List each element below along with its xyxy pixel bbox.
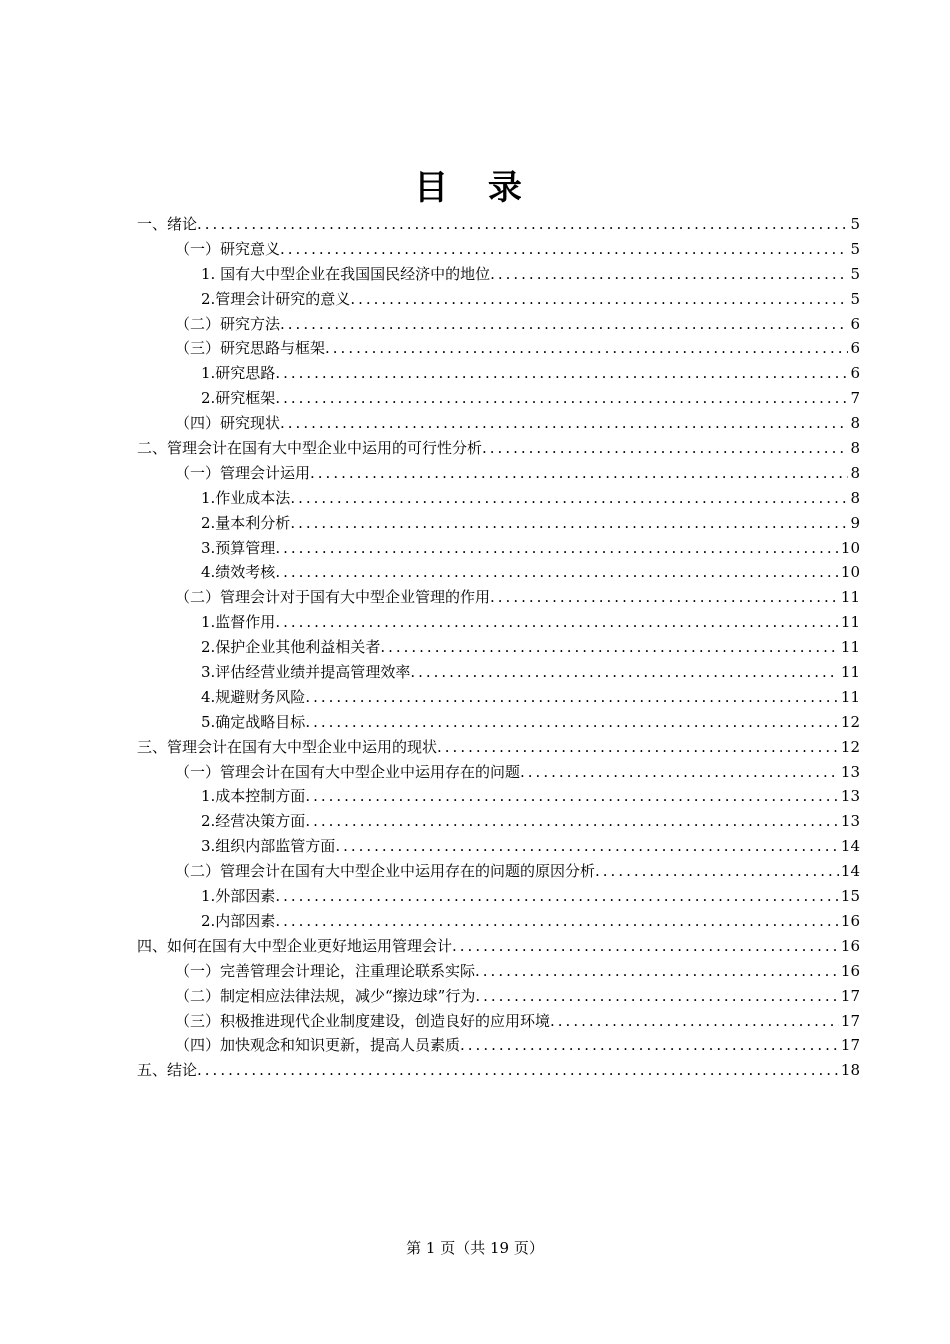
toc-leader-dots (595, 859, 839, 884)
toc-entry[interactable] (137, 560, 860, 585)
toc-entry-title: 3.组织内部监管方面 (201, 837, 336, 856)
toc-entry-title: （三）积极推进现代企业制度建设，创造良好的应用环境 (175, 1011, 551, 1030)
toc-entry-title: 五、结论 (137, 1061, 198, 1080)
toc-entry-page-number: 5 (850, 264, 860, 283)
toc-entry-page-number: 14 (840, 862, 860, 881)
toc-entry-title: 2.经营决策方面 (201, 812, 306, 831)
toc-entry-title: 2.量本利分析 (201, 513, 291, 532)
toc-entry-page-number: 15 (840, 887, 860, 906)
toc-entry-page-number: 18 (840, 1061, 860, 1080)
toc-entry-page-number: 17 (840, 1036, 860, 1055)
toc-entry-page-number: 5 (850, 239, 860, 258)
toc-entry[interactable] (137, 934, 860, 959)
toc-entry[interactable] (137, 411, 860, 436)
toc-entry-page-number: 16 (840, 961, 860, 980)
toc-entry[interactable] (137, 710, 860, 735)
toc-leader-dots (380, 635, 839, 660)
toc-entry-title: 四、如何在国有大中型企业更好地运用管理会计 (137, 936, 453, 955)
toc-leader-dots (275, 560, 839, 585)
toc-leader-dots (335, 834, 839, 859)
toc-entry[interactable] (137, 984, 860, 1009)
toc-entry-page-number: 8 (850, 488, 860, 507)
toc-leader-dots (325, 336, 848, 361)
toc-entry[interactable] (137, 834, 860, 859)
toc-leader-dots (350, 287, 848, 312)
toc-entry[interactable] (137, 1058, 860, 1083)
toc-entry-title: 1.成本控制方面 (201, 787, 306, 806)
toc-leader-dots (305, 809, 839, 834)
toc-entry-title: （一）完善管理会计理论，注重理论联系实际 (175, 961, 476, 980)
toc-entry[interactable] (137, 859, 860, 884)
toc-entry[interactable] (137, 212, 860, 237)
toc-leader-dots (290, 486, 848, 511)
toc-leader-dots (482, 436, 848, 461)
toc-leader-dots (550, 1009, 839, 1034)
toc-entry-title: 二、管理会计在国有大中型企业中运用的可行性分析 (137, 439, 483, 458)
toc-leader-dots (490, 262, 848, 287)
toc-entry-page-number: 9 (850, 513, 860, 532)
toc-entry[interactable] (137, 784, 860, 809)
toc-leader-dots (197, 212, 848, 237)
page-footer: 第 1 页（共 19 页） (406, 1239, 544, 1257)
toc-entry-page-number: 16 (840, 936, 860, 955)
toc-entry-title: （三）研究思路与框架 (175, 339, 326, 358)
toc-entry-title: 5.确定战略目标 (201, 712, 306, 731)
toc-entry-page-number: 5 (850, 215, 860, 233)
toc-entry-page-number: 11 (840, 687, 860, 706)
toc-entry[interactable] (137, 635, 860, 660)
toc-entry-page-number: 6 (850, 364, 860, 383)
toc-entry[interactable] (137, 287, 860, 312)
toc-entry-title: 3.预算管理 (201, 538, 276, 557)
toc-entry[interactable] (137, 735, 860, 760)
toc-leader-dots (280, 312, 848, 337)
toc-leader-dots (275, 884, 839, 909)
toc-leader-dots (490, 585, 839, 610)
toc-entry-page-number: 13 (840, 787, 860, 806)
toc-entry[interactable] (137, 237, 860, 262)
toc-entry-page-number: 17 (840, 986, 860, 1005)
toc-entry-page-number: 5 (850, 289, 860, 308)
toc-entry[interactable] (137, 809, 860, 834)
toc-entry-title: 2.内部因素 (201, 911, 276, 930)
toc-entry-page-number: 10 (840, 538, 860, 557)
toc-leader-dots (280, 237, 848, 262)
toc-leader-dots (305, 784, 839, 809)
toc-entry-page-number: 8 (850, 463, 860, 482)
toc-entry-page-number: 8 (850, 439, 860, 458)
toc-entry-title: （二）制定相应法律法规，减少“擦边球”行为 (175, 986, 476, 1005)
toc-leader-dots (290, 511, 848, 536)
toc-entry-page-number: 13 (840, 762, 860, 781)
toc-entry-title: 三、管理会计在国有大中型企业中运用的现状 (137, 737, 438, 756)
toc-entry-title: （二）管理会计在国有大中型企业中运用存在的问题的原因分析 (175, 862, 596, 881)
toc-entry[interactable] (137, 660, 860, 685)
toc-leader-dots (410, 660, 839, 685)
toc-leader-dots (475, 959, 839, 984)
toc-leader-dots (275, 909, 839, 934)
toc-entry-title: （一）管理会计运用 (175, 463, 311, 482)
toc-entry-title: 3.评估经营业绩并提高管理效率 (201, 663, 411, 682)
toc-entry[interactable] (137, 361, 860, 386)
toc-entry[interactable] (137, 909, 860, 934)
toc-entry[interactable] (137, 511, 860, 536)
toc-leader-dots (275, 610, 839, 635)
toc-entry-title: 一、绪论 (137, 215, 198, 233)
toc-entry[interactable] (137, 884, 860, 909)
toc-entry-page-number: 12 (840, 737, 860, 756)
toc-entry-title: 1.研究思路 (201, 364, 276, 383)
toc-entry[interactable] (137, 461, 860, 486)
toc-leader-dots (197, 1058, 839, 1083)
toc-entry-title: 4.绩效考核 (201, 563, 276, 582)
toc-entry-title: 1.作业成本法 (201, 488, 291, 507)
toc-entry[interactable] (137, 610, 860, 635)
toc-entry[interactable] (137, 386, 860, 411)
toc-entry-title: 2.研究框架 (201, 389, 276, 408)
toc-entry-page-number: 14 (840, 837, 860, 856)
toc-entry[interactable] (137, 1033, 860, 1058)
toc-entry-page-number: 11 (840, 663, 860, 682)
toc-entry-title: （一）研究意义 (175, 239, 281, 258)
toc-leader-dots (520, 760, 839, 785)
toc-entry-page-number: 13 (840, 812, 860, 831)
toc-entry-title: 2.管理会计研究的意义 (201, 289, 351, 308)
toc-entry-title: （二）研究方法 (175, 314, 281, 333)
toc-entry-title: （四）加快观念和知识更新，提高人员素质 (175, 1036, 461, 1055)
page-title: 目 录 (414, 168, 536, 208)
toc-entry-title: 1.监督作用 (201, 613, 276, 632)
toc-leader-dots (437, 735, 839, 760)
toc-entry-page-number: 7 (850, 389, 860, 408)
toc-entry-page-number: 17 (840, 1011, 860, 1030)
toc-leader-dots (305, 710, 839, 735)
toc-leader-dots (275, 386, 848, 411)
toc-entry[interactable] (137, 486, 860, 511)
toc-leader-dots (305, 685, 839, 710)
toc-entry-page-number: 6 (850, 339, 860, 358)
toc-entry[interactable] (137, 262, 860, 287)
toc-entry-title: 1. 国有大中型企业在我国国民经济中的地位 (201, 264, 491, 283)
toc-leader-dots (310, 461, 848, 486)
toc-entry-title: 1.外部因素 (201, 887, 276, 906)
toc-entry-title: 4.规避财务风险 (201, 687, 306, 706)
toc-entry-page-number: 11 (840, 588, 860, 607)
table-of-contents (137, 212, 860, 1083)
toc-entry-title: （一）管理会计在国有大中型企业中运用存在的问题 (175, 762, 521, 781)
toc-entry[interactable] (137, 959, 860, 984)
toc-leader-dots (460, 1033, 839, 1058)
toc-entry-page-number: 11 (840, 638, 860, 657)
toc-entry[interactable] (137, 685, 860, 710)
toc-leader-dots (280, 411, 848, 436)
toc-entry[interactable] (137, 536, 860, 561)
toc-entry-title: （四）研究现状 (175, 414, 281, 433)
toc-entry[interactable] (137, 436, 860, 461)
toc-entry-page-number: 16 (840, 911, 860, 930)
toc-entry[interactable] (137, 760, 860, 785)
toc-leader-dots (275, 536, 839, 561)
toc-entry[interactable] (137, 585, 860, 610)
toc-entry-page-number: 10 (840, 563, 860, 582)
toc-entry-page-number: 6 (850, 314, 860, 333)
toc-entry[interactable] (137, 1009, 860, 1034)
toc-leader-dots (275, 361, 848, 386)
toc-leader-dots (452, 934, 839, 959)
toc-entry-page-number: 12 (840, 712, 860, 731)
toc-entry[interactable] (137, 312, 860, 337)
toc-entry-title: 2.保护企业其他利益相关者 (201, 638, 381, 657)
toc-entry[interactable] (137, 336, 860, 361)
toc-entry-page-number: 11 (840, 613, 860, 632)
toc-entry-page-number: 8 (850, 414, 860, 433)
toc-entry-title: （二）管理会计对于国有大中型企业管理的作用 (175, 588, 491, 607)
toc-leader-dots (475, 984, 839, 1009)
